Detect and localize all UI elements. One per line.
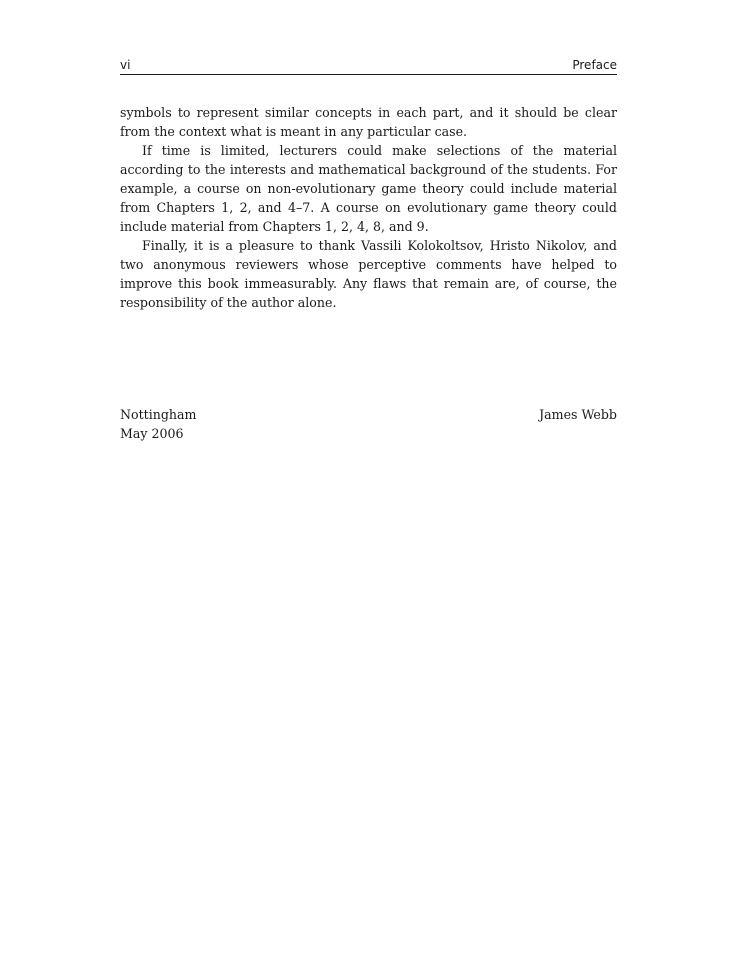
preface-body [120, 103, 617, 312]
signoff-author: James Webb [539, 407, 617, 422]
signoff-place: Nottingham [120, 407, 197, 422]
paragraph-course-selection: If time is limited, lecturers could make selections of the material according to the interests and mathematical background of the students. For example, a course on non-evolutionary game theory could include material from Chapters 1, 2, and 4–7. A course on evolutionary game theory could include material from Chapters 1, 2, 4, 8, and 9. [120, 143, 617, 234]
running-header [120, 57, 617, 75]
book-page [120, 0, 617, 972]
section-title: Preface [572, 58, 617, 72]
signoff-date: May 2006 [120, 426, 184, 441]
paragraph-continuation: symbols to represent similar concepts in each part, and it should be clear from the context what is meant in any particular case. [120, 105, 617, 139]
page-number: vi [120, 58, 131, 72]
paragraph-acknowledgements: Finally, it is a pleasure to thank Vassili Kolokoltsov, Hristo Nikolov, and two anonymous reviewers whose perceptive comments have helped to improve this book immeasurably. Any flaws that remain are, of course, the responsibility of the author alone. [120, 238, 617, 310]
